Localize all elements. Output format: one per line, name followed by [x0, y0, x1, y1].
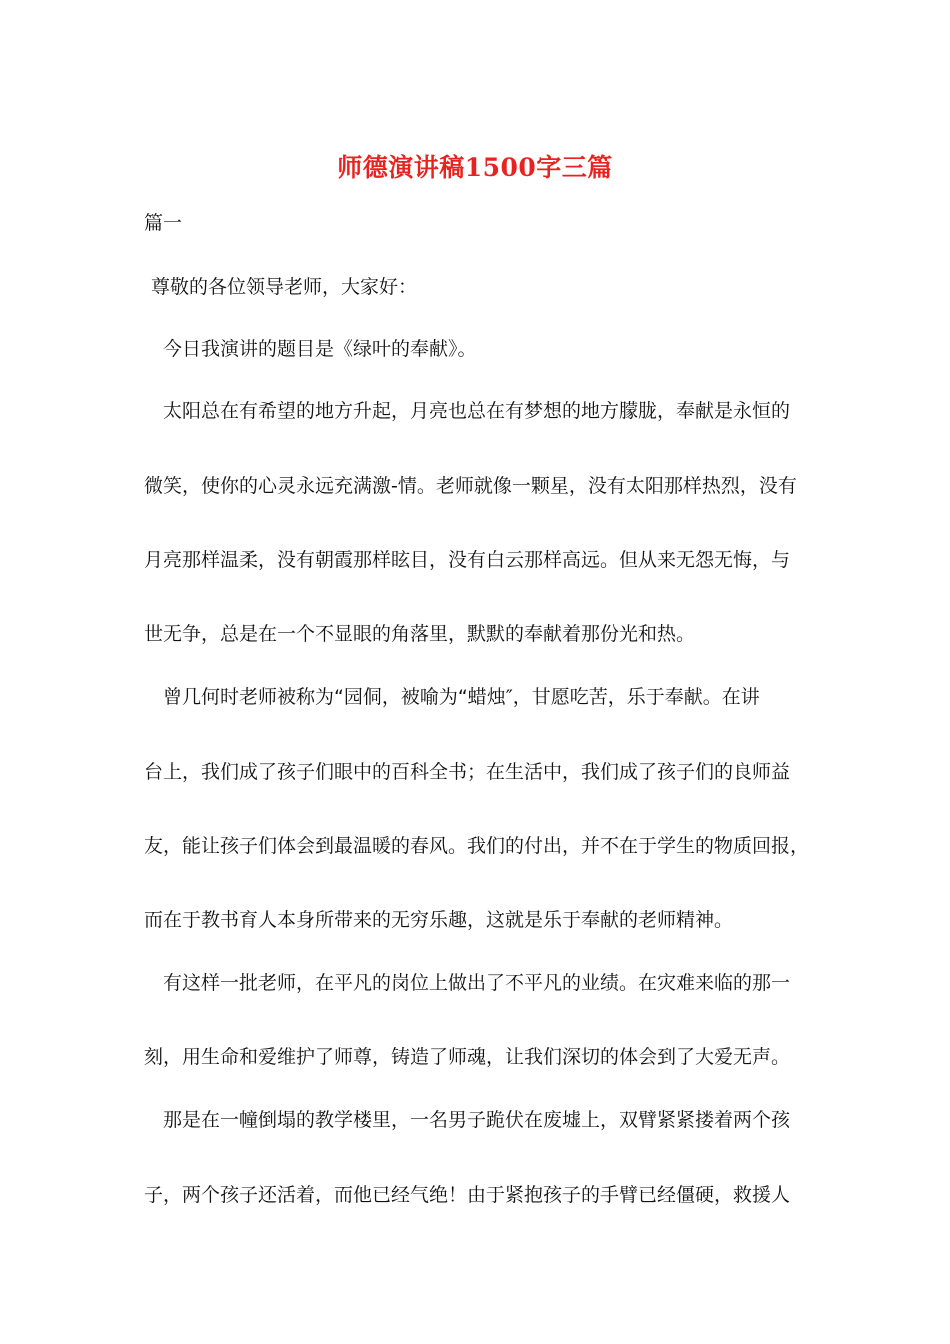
greeting-line: 尊敬的各位领导老师，大家好： [151, 276, 418, 298]
paragraph-line: 子，两个孩子还活着，而他已经气绝！由于紧抱孩子的手臂已经僵硬，救援人 [144, 1184, 791, 1206]
paragraph-line: 那是在一幢倒塌的教学楼里，一名男子跪伏在废墟上，双臂紧紧搂着两个孩 [163, 1109, 791, 1131]
section-label: 篇一 [144, 212, 183, 234]
paragraph-line: 刻，用生命和爱维护了师尊，铸造了师魂，让我们深切的体会到了大爱无声。 [144, 1046, 791, 1068]
paragraph-line: 台上，我们成了孩子们眼中的百科全书；在生活中，我们成了孩子们的良师益 [144, 761, 791, 783]
paragraph-line: 月亮那样温柔，没有朝霞那样眩目，没有白云那样高远。但从来无怨无悔，与 [144, 549, 791, 571]
document-title: 师德演讲稿1500字三篇 [337, 153, 613, 182]
paragraph-line: 有这样一批老师，在平凡的岗位上做出了不平凡的业绩。在灾难来临的那一 [163, 972, 791, 994]
paragraph-line: 太阳总在有希望的地方升起，月亮也总在有梦想的地方朦胧，奉献是永恒的 [163, 400, 791, 422]
paragraph-line: 曾几何时老师被称为“园侗，被喻为“蜡烛″，甘愿吃苦，乐于奉献。在讲 [163, 686, 760, 708]
paragraph-line: 今日我演讲的题目是《绿叶的奉献》。 [163, 338, 477, 360]
paragraph-line: 而在于教书育人本身所带来的无穷乐趣，这就是乐于奉献的老师精神。 [144, 909, 734, 931]
paragraph-line: 友，能让孩子们体会到最温暖的春风。我们的付出，并不在于学生的物质回报， [144, 835, 810, 857]
paragraph-line: 世无争，总是在一个不显眼的角落里，默默的奉献着那份光和热。 [144, 623, 696, 645]
paragraph-line: 微笑，使你的心灵永远充满激-情。老师就像一颗星，没有太阳那样热烈，没有 [144, 475, 797, 497]
